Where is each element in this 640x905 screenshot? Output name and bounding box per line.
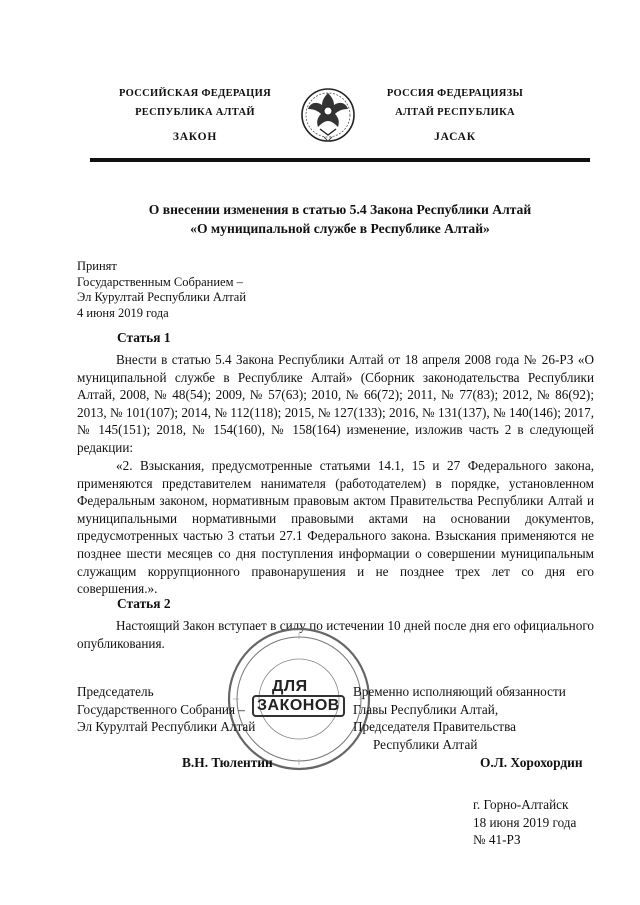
article-2-paragraph: Настоящий Закон вступает в силу по истечении 10 дней после дня его официального опубликования. [77,618,594,651]
header-left-doc-type: ЗАКОН [172,131,218,143]
signature-left-line-3: Эл Курултай Республики Алтай [77,719,256,735]
title-line-1: О внесении изменения в статью 5.4 Закона Республики Алтай [148,202,532,217]
adoption-line-3: Эл Курултай Республики Алтай [77,290,247,305]
signature-right-line-2: Главы Республики Алтай, [353,701,499,717]
header-right-doc-type: JАСАК [434,131,476,143]
header-right-block [360,88,550,143]
footer-date: 18 июня 2019 года [473,814,577,830]
article-1-paragraph-1: Внести в статью 5.4 Закона Республики Алтай от 18 апреля 2008 года № 26-РЗ «О муниципальной службе в Республике Алтай» (Сборник законодательства Республики Алтай, 2008, № 48(54); 2009, № 57(63); 2010, № 66(72); 2011, № 77(83); 2012, № 86(92); 2013, № 101(107); 2014, № 112(118); 2015, № 127(133); 2016, № 131(137), № 140(146); 2017, № 145(151); 2018, № 154(160), № 158(164) изменение, изложив часть 2 в следующей редакции: [77,352,594,455]
header-right-country: РОССИЯ ФЕДЕРАЦИЯЗЫ [386,88,524,99]
article-1-paragraph-2: «2. Взыскания, предусмотренные статьями 14.1, 15 и 27 Федерального закона, применяются представителем нанимателя (работодателем) в порядке, установленном Федеральным законом, нормативным правовым актом Правительства Республики Алтай и муниципальными нормативными правовыми актами на основании документов, предусмотренных частью 3 статьи 27.1 Федерального закона. Взыскания применяются не позднее шести месяцев со дня поступления информации о совершении муниципальным служащим коррупционного правонарушения и не позднее трех лет со дня его совершения.». [77,458,594,597]
signature-left-line-2: Государственного Собрания – [77,701,245,717]
header-left-republic: РЕСПУБЛИКА АЛТАЙ [135,107,255,118]
signature-right-line-3: Председателя Правительства [353,719,516,735]
signature-right-block [353,683,566,753]
adoption-block [77,259,246,321]
stamp-text-line-2: ЗАКОНОВ [252,695,345,717]
header-divider [90,158,590,162]
signatory-left-name: В.Н. Тюлентин [182,755,273,770]
signature-right-line-4: Республики Алтай [373,736,478,752]
header-left-block [100,88,290,143]
document-footer [473,796,576,849]
header-left-country: РОССИЙСКАЯ ФЕДЕРАЦИЯ [119,88,271,99]
signature-right-line-1: Временно исполняющий обязанности [353,684,566,699]
adoption-line-2: Государственным Собранием – [77,274,243,289]
document-title [90,200,590,238]
signatory-right-name: О.Л. Хорохордин [480,755,583,770]
signature-left-line-1: Председатель [77,684,154,699]
article-1-heading: Статья 1 [117,330,171,345]
header-right-republic: АЛТАЙ РЕСПУБЛИКА [395,107,515,118]
adoption-date: 4 июня 2019 года [77,305,169,320]
article-2-heading: Статья 2 [117,596,171,611]
altai-republic-coat-of-arms-icon [300,83,356,147]
adoption-line-1: Принят [77,259,117,273]
signature-left-block [77,683,255,736]
stamp-text-line-1: ДЛЯ [272,678,308,695]
title-line-2: «О муниципальной службе в Республике Алтай» [190,221,490,236]
footer-place: г. Горно-Алтайск [473,797,569,812]
footer-law-number: № 41-РЗ [473,832,521,848]
